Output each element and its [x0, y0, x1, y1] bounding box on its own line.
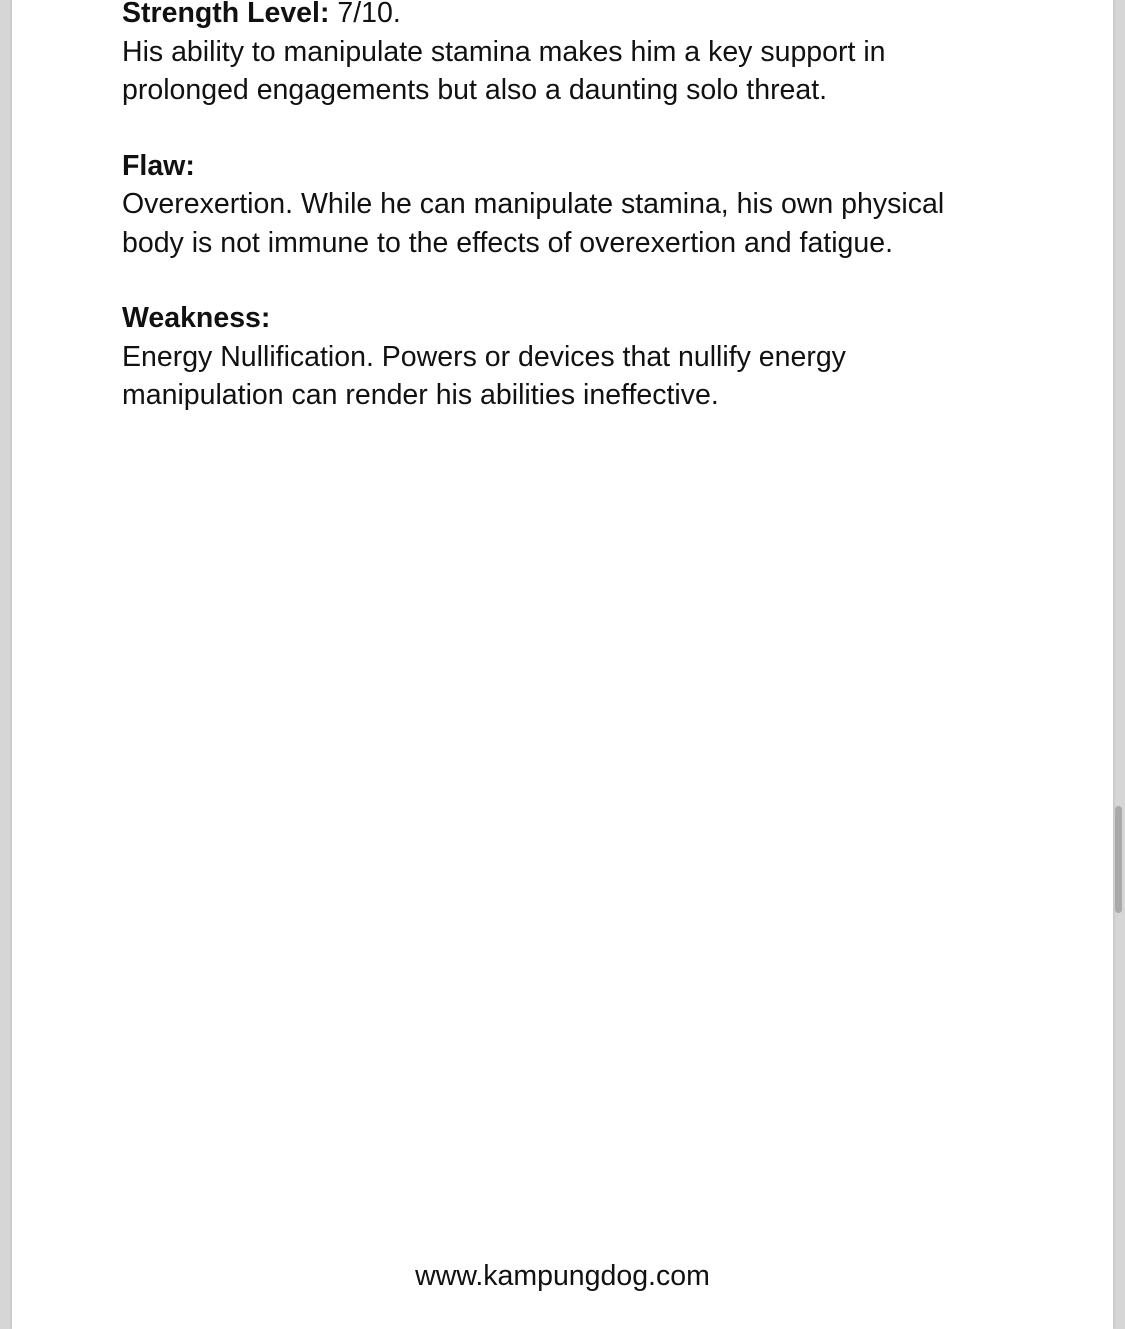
strength-description: His ability to manipulate stamina makes him a key support in prolonged engagements but also a daunting solo threat. — [122, 35, 886, 106]
weakness-heading: Weakness: — [122, 302, 271, 334]
scrollbar-thumb[interactable] — [1115, 806, 1122, 913]
vertical-scrollbar[interactable] — [1113, 0, 1125, 1329]
page-content — [122, 0, 1002, 452]
flaw-section — [122, 147, 1002, 263]
weakness-section — [122, 299, 1002, 415]
flaw-text: Overexertion. While he can manipulate stamina, his own physical body is not immune to the effects of overexertion and fatigue. — [122, 188, 945, 259]
document-page — [12, 0, 1113, 1329]
strength-value: 7/10. — [329, 0, 401, 29]
strength-label: Strength Level: — [122, 0, 330, 29]
strength-section — [122, 0, 1002, 110]
weakness-text: Energy Nullification. Powers or devices that nullify energy manipulation can render his abilities ineffective. — [122, 340, 846, 411]
strength-line — [122, 0, 1002, 33]
flaw-heading: Flaw: — [122, 149, 195, 182]
footer-url: www.kampungdog.com — [415, 1260, 710, 1292]
